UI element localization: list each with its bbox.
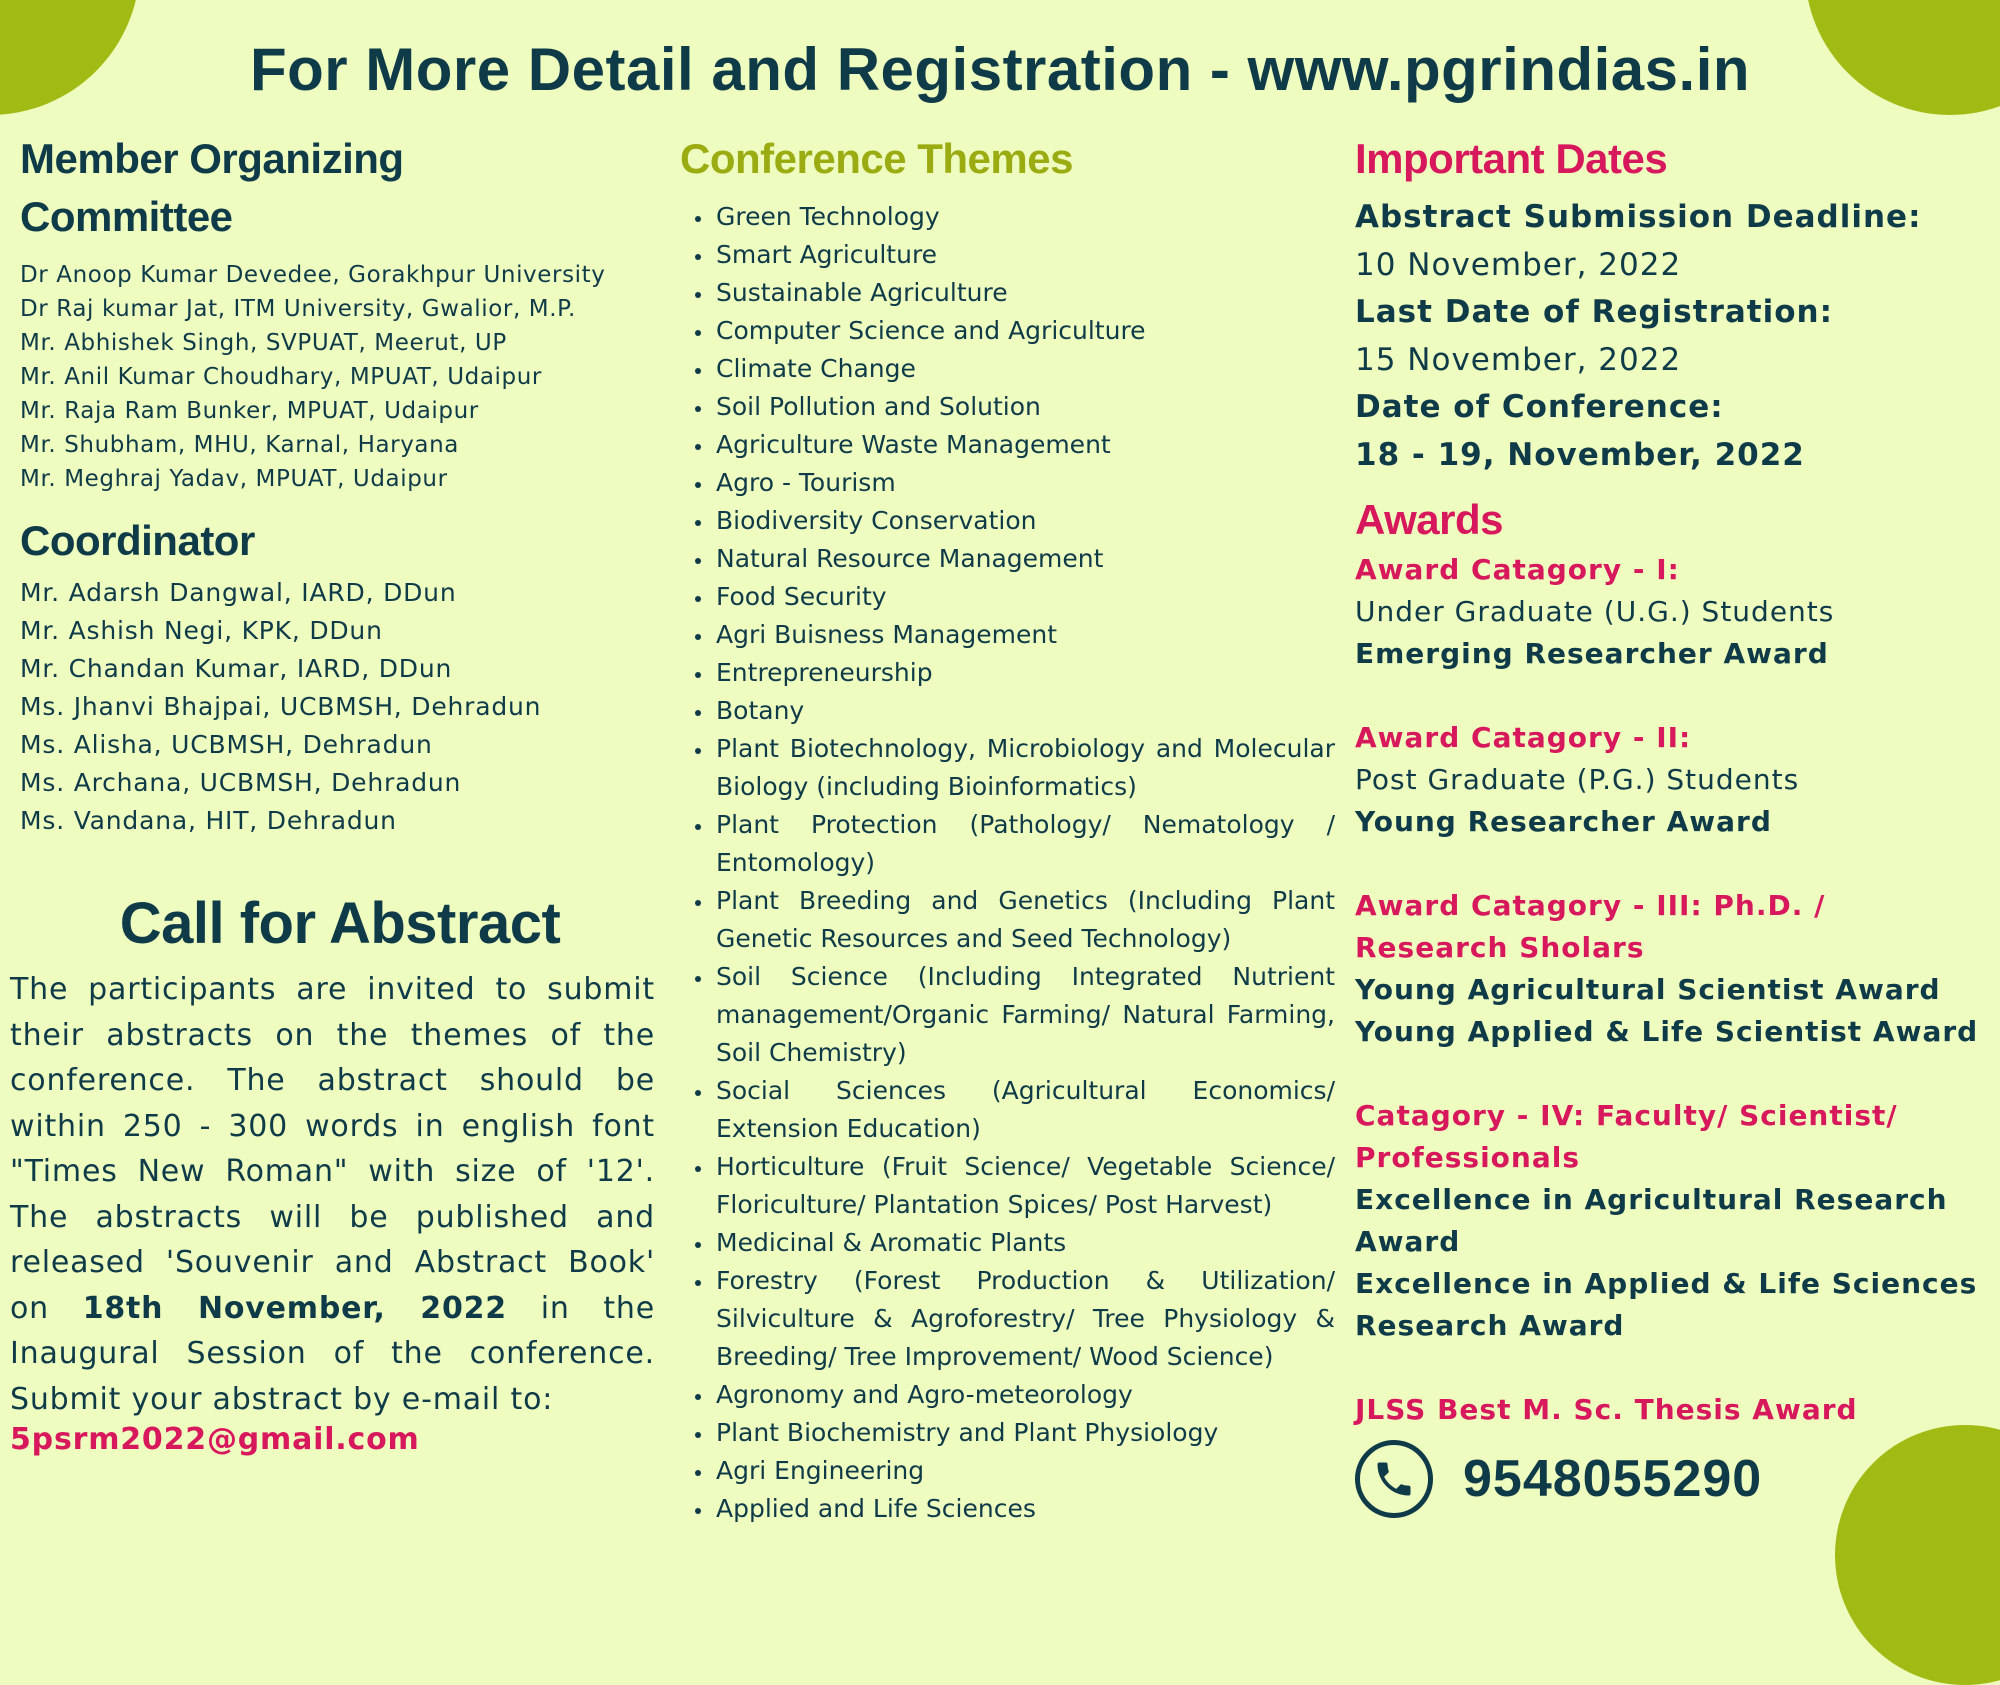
- theme-item: • Soil Pollution and Solution: [714, 388, 1335, 426]
- corner-decoration-bottom-right: [1835, 1425, 2000, 1685]
- award-category-4-label: Catagory - IV: Faculty/ Scientist/ Professionals: [1355, 1099, 1898, 1174]
- registration-deadline-value: 15 November, 2022: [1355, 342, 1682, 378]
- conference-date-value: 18 - 19, November, 2022: [1355, 437, 1805, 473]
- award-category-1-group: Under Graduate (U.G.) Students: [1355, 595, 1835, 628]
- theme-item: • Sustainable Agriculture: [714, 274, 1335, 312]
- special-award-label: JLSS Best M. Sc. Thesis Award: [1355, 1393, 1858, 1426]
- theme-item: • Natural Resource Management: [714, 540, 1335, 578]
- left-column: [10, 130, 660, 1457]
- theme-item: • Botany: [714, 692, 1335, 730]
- abstract-deadline-value: 10 November, 2022: [1355, 247, 1682, 283]
- theme-item: • Climate Change: [714, 350, 1335, 388]
- theme-item: • Biodiversity Conservation: [714, 502, 1335, 540]
- contact-row: [1355, 1440, 1762, 1518]
- award-category-2-group: Post Graduate (P.G.) Students: [1355, 763, 1800, 796]
- award-category-4-award-1: Excellence in Agricultural Research Award: [1355, 1183, 1948, 1258]
- award-category-2-award: Young Researcher Award: [1355, 805, 1772, 838]
- coordinator-member: Ms. Vandana, HIT, Dehradun: [20, 806, 397, 835]
- award-category-3-award-1: Young Agricultural Scientist Award: [1355, 973, 1941, 1006]
- committee-member: Mr. Abhishek Singh, SVPUAT, Meerut, UP: [20, 330, 507, 356]
- theme-item: • Plant Breeding and Genetics (Including Plant Genetic Resources and Seed Technology): [714, 882, 1335, 958]
- award-category-1-label: Award Catagory - I:: [1355, 553, 1680, 586]
- call-for-abstract-body: [10, 967, 655, 1422]
- theme-item: • Smart Agriculture: [714, 236, 1335, 274]
- conference-date-label: Date of Conference:: [1355, 389, 1724, 425]
- award-category-4-award-2: Excellence in Applied & Life Sciences Research Award: [1355, 1267, 1978, 1342]
- committee-list: [20, 258, 660, 496]
- coordinator-member: Mr. Chandan Kumar, IARD, DDun: [20, 654, 453, 683]
- committee-member: Mr. Anil Kumar Choudhary, MPUAT, Udaipur: [20, 364, 542, 390]
- theme-item: • Forestry (Forest Production & Utilization/ Silviculture & Agroforestry/ Tree Physiology & Breeding/ Tree Improvement/ Wood Science): [714, 1262, 1335, 1376]
- committee-title-line1: Member Organizing: [20, 135, 404, 182]
- themes-title: Conference Themes: [680, 135, 1073, 182]
- theme-item: • Computer Science and Agriculture: [714, 312, 1335, 350]
- award-category-2-label: Award Catagory - II:: [1355, 721, 1692, 754]
- coordinator-title: Coordinator: [20, 517, 255, 564]
- theme-item: • Plant Protection (Pathology/ Nematology / Entomology): [714, 806, 1335, 882]
- theme-item: • Soil Science (Including Integrated Nutrient management/Organic Farming/ Natural Farming, Soil Chemistry): [714, 958, 1335, 1072]
- theme-item: • Medicinal & Aromatic Plants: [714, 1224, 1335, 1262]
- theme-item: • Plant Biotechnology, Microbiology and Molecular Biology (including Bioinformatics): [714, 730, 1335, 806]
- theme-item: • Social Sciences (Agricultural Economics/ Extension Education): [714, 1072, 1335, 1148]
- right-column: [1355, 130, 1985, 1431]
- committee-member: Mr. Shubham, MHU, Karnal, Haryana: [20, 432, 459, 458]
- theme-item: • Agri Buisness Management: [714, 616, 1335, 654]
- committee-member: Mr. Meghraj Yadav, MPUAT, Udaipur: [20, 466, 448, 492]
- award-category-1-award: Emerging Researcher Award: [1355, 637, 1829, 670]
- registration-deadline-label: Last Date of Registration:: [1355, 294, 1833, 330]
- page-title: For More Detail and Registration - www.pgrindias.in: [249, 36, 1751, 103]
- submission-email[interactable]: 5psrm2022@gmail.com: [10, 1422, 420, 1457]
- award-category-3-award-2: Young Applied & Life Scientist Award: [1355, 1015, 1979, 1048]
- coordinator-list: [20, 574, 660, 840]
- coordinator-member: Mr. Adarsh Dangwal, IARD, DDun: [20, 578, 457, 607]
- theme-item: • Food Security: [714, 578, 1335, 616]
- committee-member: Mr. Raja Ram Bunker, MPUAT, Udaipur: [20, 398, 479, 424]
- cfa-text-part1: The participants are invited to submit their abstracts on the themes of the conference. The abstract should be within 250 - 300 words in english font "Times New Roman" with size of '12'. The abstracts will be published and released 'Souvenir and Abstract Book' on: [10, 972, 655, 1326]
- awards-title: Awards: [1355, 496, 1503, 543]
- phone-number[interactable]: 9548055290: [1463, 1450, 1763, 1508]
- theme-item: • Entrepreneurship: [714, 654, 1335, 692]
- award-category-3-label: Award Catagory - III: Ph.D. / Research Sholars: [1355, 889, 1826, 964]
- phone-icon: [1355, 1440, 1433, 1518]
- theme-item: • Agri Engineering: [714, 1452, 1335, 1490]
- theme-item: • Agronomy and Agro-meteorology: [714, 1376, 1335, 1414]
- theme-item: • Agro - Tourism: [714, 464, 1335, 502]
- coordinator-member: Mr. Ashish Negi, KPK, DDun: [20, 616, 383, 645]
- call-for-abstract-title: Call for Abstract: [119, 891, 561, 956]
- committee-member: Dr Anoop Kumar Devedee, Gorakhpur University: [20, 262, 606, 288]
- theme-item: • Plant Biochemistry and Plant Physiology: [714, 1414, 1335, 1452]
- committee-member: Dr Raj kumar Jat, ITM University, Gwalior, M.P.: [20, 296, 576, 322]
- committee-title: [20, 130, 660, 246]
- themes-list: [680, 198, 1335, 1528]
- theme-item: • Horticulture (Fruit Science/ Vegetable Science/ Floriculture/ Plantation Spices/ Post Harvest): [714, 1148, 1335, 1224]
- middle-column: [680, 130, 1335, 1528]
- coordinator-member: Ms. Archana, UCBMSH, Dehradun: [20, 768, 462, 797]
- abstract-deadline-label: Abstract Submission Deadline:: [1355, 199, 1922, 235]
- committee-title-line2: Committee: [20, 193, 233, 240]
- theme-item: • Agriculture Waste Management: [714, 426, 1335, 464]
- coordinator-member: Ms. Alisha, UCBMSH, Dehradun: [20, 730, 433, 759]
- important-dates-title: Important Dates: [1355, 135, 1668, 182]
- theme-item: • Applied and Life Sciences: [714, 1490, 1335, 1528]
- coordinator-member: Ms. Jhanvi Bhajpai, UCBMSH, Dehradun: [20, 692, 542, 721]
- theme-item: • Green Technology: [714, 198, 1335, 236]
- cfa-text-part2: in the Inaugural Session of the conference. Submit your abstract by e-mail to:: [10, 1290, 655, 1417]
- cfa-date-bold: 18th November, 2022: [82, 1290, 507, 1326]
